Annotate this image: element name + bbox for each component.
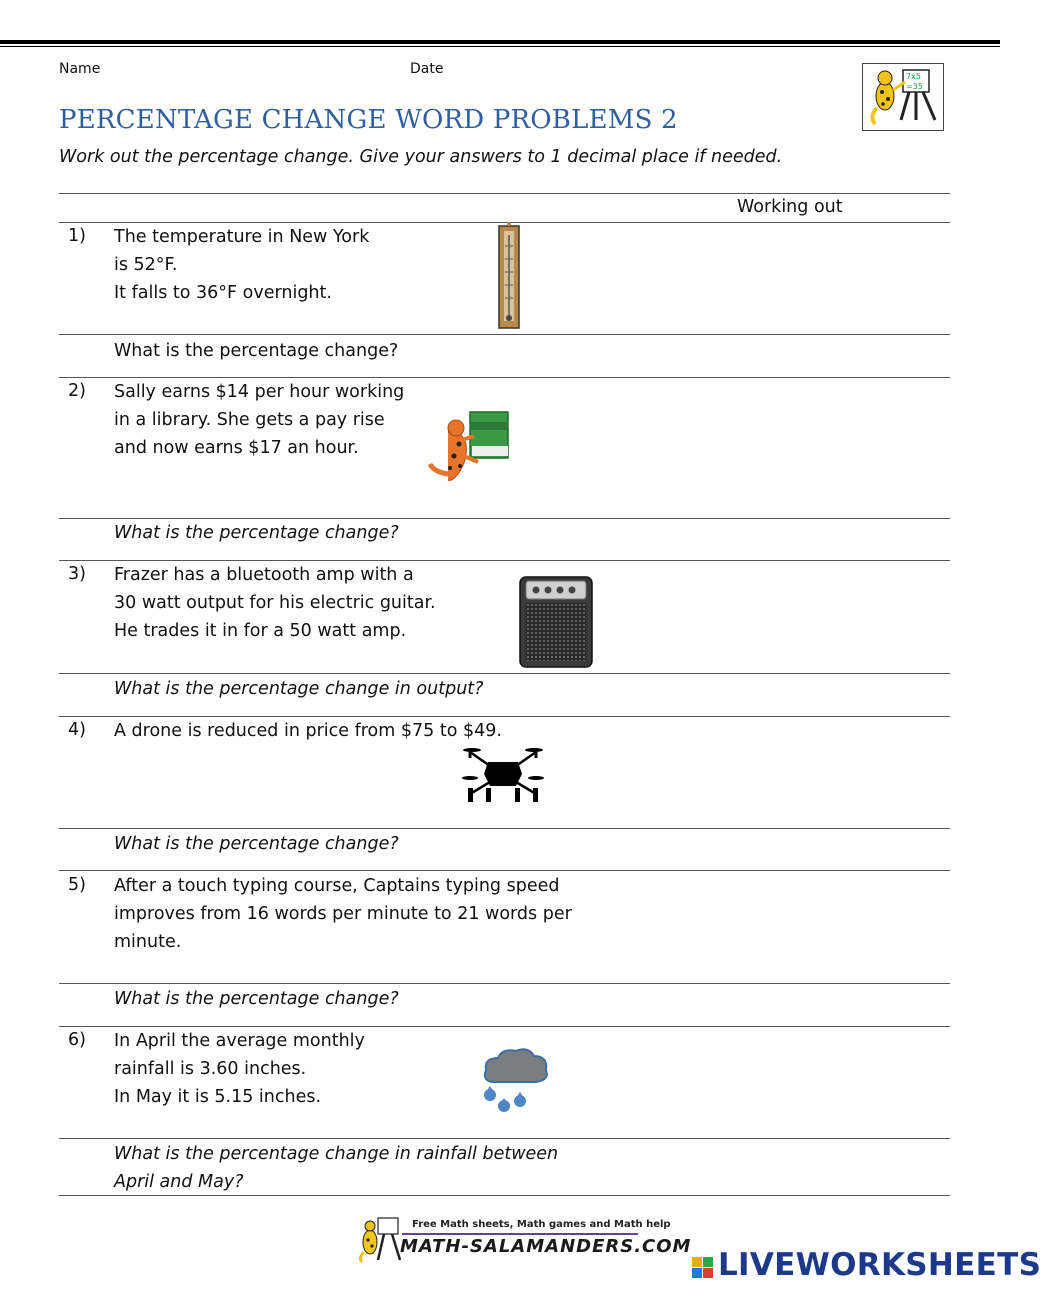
question-text: After a touch typing course, Captains typing speed improves from 16 words per minute to 21 words per minute. — [114, 876, 572, 952]
row-rule — [59, 870, 950, 871]
question-number: 6) — [68, 1030, 86, 1050]
salamander-book-icon — [426, 410, 512, 488]
svg-text:=35: =35 — [906, 82, 923, 91]
rain-cloud-icon — [478, 1046, 552, 1116]
footer-tagline: Free Math sheets, Math games and Math help — [412, 1219, 671, 1230]
question-text: Frazer has a bluetooth amp with a 30 watt output for his electric guitar. He trades it in for a 50 watt amp. — [114, 565, 436, 641]
instructions: Work out the percentage change. Give your answers to 1 decimal place if needed. — [59, 147, 783, 167]
question-number: 5) — [68, 875, 86, 895]
question-text: Sally earns $14 per hour working in a library. She gets a pay rise and now earns $17 an hour. — [114, 382, 405, 458]
question-ask: What is the percentage change in output? — [114, 679, 484, 699]
question-ask: What is the percentage change in rainfall between April and May? — [114, 1144, 559, 1192]
salamander-teacher-icon — [863, 64, 943, 130]
liveworksheets-brand: LIVEWORKSHEETS — [718, 1247, 1041, 1283]
page-title: PERCENTAGE CHANGE WORD PROBLEMS 2 — [59, 105, 678, 135]
working-out-header: Working out — [737, 197, 843, 217]
row-rule — [59, 334, 950, 335]
liveworksheets-logo-icon — [692, 1257, 714, 1281]
top-rule-thin — [0, 46, 1000, 47]
question-text: In April the average monthly rainfall is 3.60 inches. In May it is 5.15 inches. — [114, 1031, 365, 1107]
svg-text:7x5: 7x5 — [906, 72, 921, 81]
row-rule — [59, 828, 950, 829]
row-rule — [59, 983, 950, 984]
row-rule — [59, 673, 950, 674]
name-label: Name — [59, 61, 101, 77]
question-number: 1) — [68, 226, 86, 246]
math-salamanders-logo-icon — [356, 1216, 402, 1262]
footer-divider — [402, 1233, 638, 1235]
top-rule-thick — [0, 40, 1000, 44]
question-ask: What is the percentage change? — [114, 523, 399, 543]
question-number: 2) — [68, 381, 86, 401]
date-label: Date — [410, 61, 444, 77]
question-text: The temperature in New York is 52°F. It falls to 36°F overnight. — [114, 227, 370, 303]
table-top-rule — [59, 193, 950, 194]
logo — [862, 63, 944, 131]
question-text: A drone is reduced in price from $75 to $49. — [114, 721, 502, 741]
row-rule — [59, 1138, 950, 1139]
question-number: 4) — [68, 720, 86, 740]
footer-site: MATH-SALAMANDERS.COM — [400, 1236, 692, 1257]
thermometer-icon — [497, 221, 523, 331]
table-bottom-rule — [59, 1195, 950, 1196]
drone-icon — [462, 744, 544, 806]
question-ask: What is the percentage change? — [114, 341, 399, 361]
question-ask: What is the percentage change? — [114, 989, 399, 1009]
question-ask: What is the percentage change? — [114, 834, 399, 854]
question-number: 3) — [68, 564, 86, 584]
amplifier-icon — [518, 575, 594, 669]
